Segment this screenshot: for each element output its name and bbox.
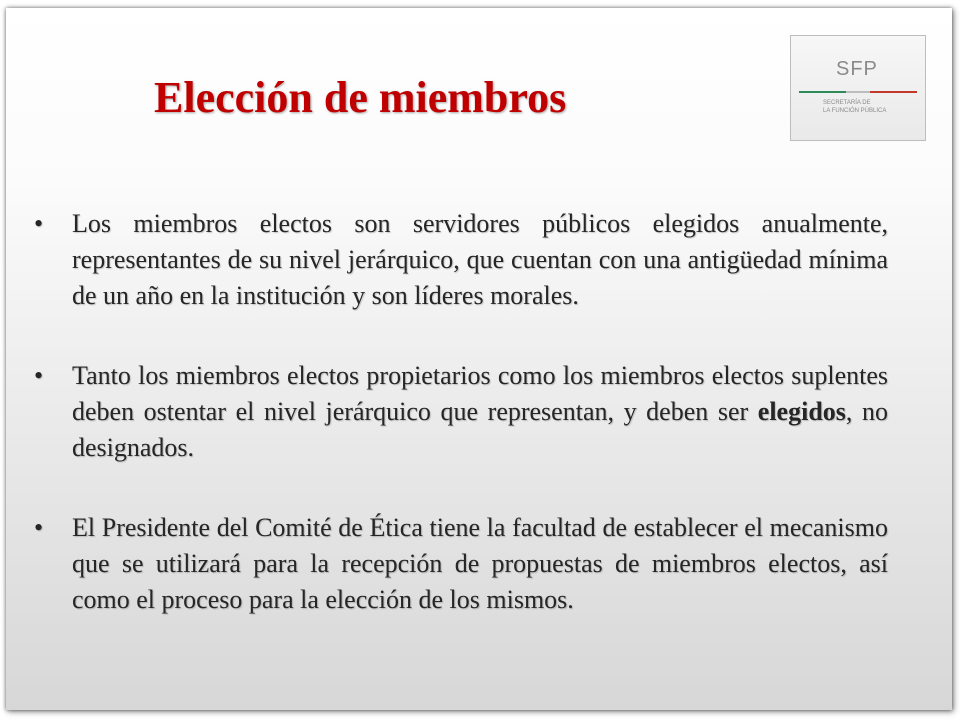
logo-flag-line: [799, 91, 917, 93]
bullet-icon: •: [34, 361, 44, 390]
bullet-text-bold: elegidos: [757, 397, 846, 426]
bullet-text: Los miembros electos son servidores públicos elegidos anualmente, representantes de su nivel jerárquico, que cuentan con una antigüedad mínima de un año en la institución y son líderes morales.: [72, 209, 888, 310]
logo-acronym: SFP: [836, 58, 878, 80]
logo-subtitle: [823, 99, 886, 115]
bullet-item: [30, 358, 888, 466]
slide: [6, 8, 952, 710]
bullet-icon: •: [34, 209, 44, 238]
bullet-item: [30, 206, 888, 314]
logo-subtitle-line2: LA FUNCIÓN PÚBLICA: [823, 108, 887, 114]
bullet-list: [30, 206, 888, 662]
sfp-logo: [790, 35, 926, 141]
logo-subtitle-line1: SECRETARÍA DE: [823, 100, 871, 106]
bullet-text-after: , no designados.: [72, 397, 889, 462]
bullet-item: [30, 510, 888, 618]
bullet-text: El Presidente del Comité de Ética tiene la facultad de establecer el mecanismo que se utilizará para la recepción de propuestas de miembros electos, así como el proceso para la elección de los mismos.: [72, 513, 888, 614]
slide-title: Elección de miembros: [154, 73, 567, 122]
bullet-text-before: Tanto los miembros electos propietarios como los miembros electos suplentes deben ostentar el nivel jerárquico que representan, y deben ser: [72, 361, 888, 426]
bullet-icon: •: [34, 513, 44, 542]
